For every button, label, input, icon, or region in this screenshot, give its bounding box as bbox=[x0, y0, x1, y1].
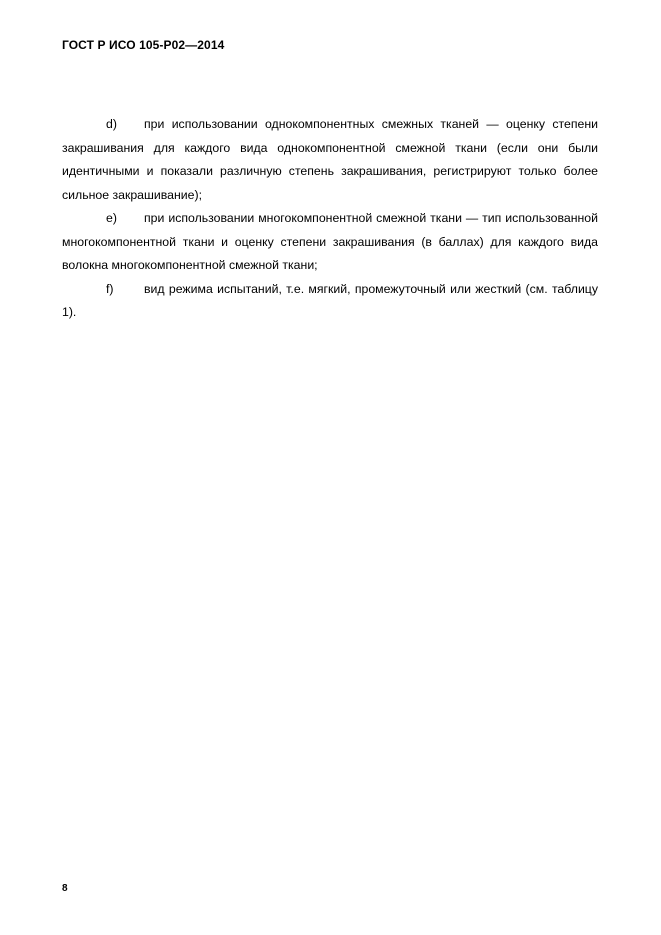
document-body bbox=[62, 113, 598, 325]
list-item-d bbox=[62, 113, 598, 207]
document-standard-id: ГОСТ Р ИСО 105-Р02—2014 bbox=[62, 38, 225, 52]
list-item-f bbox=[62, 278, 598, 325]
list-item-marker: d) bbox=[106, 117, 117, 131]
page-number: 8 bbox=[62, 883, 68, 894]
list-item-text: вид режима испытаний, т.е. мягкий, промежуточный или жесткий (см. таблицу 1). bbox=[62, 281, 598, 319]
list-item-e bbox=[62, 207, 598, 278]
list-item-text: при использовании однокомпонентных смежных тканей — оценку степени закрашивания для каждого вида однокомпонентной смежной ткани (если они были идентичными и показали различную степень закрашивания, регистрируют только более сильное закрашивание); bbox=[62, 117, 598, 202]
list-item-marker: f) bbox=[106, 281, 114, 296]
list-item-marker: e) bbox=[106, 211, 117, 225]
list-item-text: при использовании многокомпонентной смежной ткани — тип использованной многокомпонентной ткани и оценку степени закрашивания (в баллах) для каждого вида волокна многокомпонентной смежной ткани; bbox=[62, 211, 598, 272]
